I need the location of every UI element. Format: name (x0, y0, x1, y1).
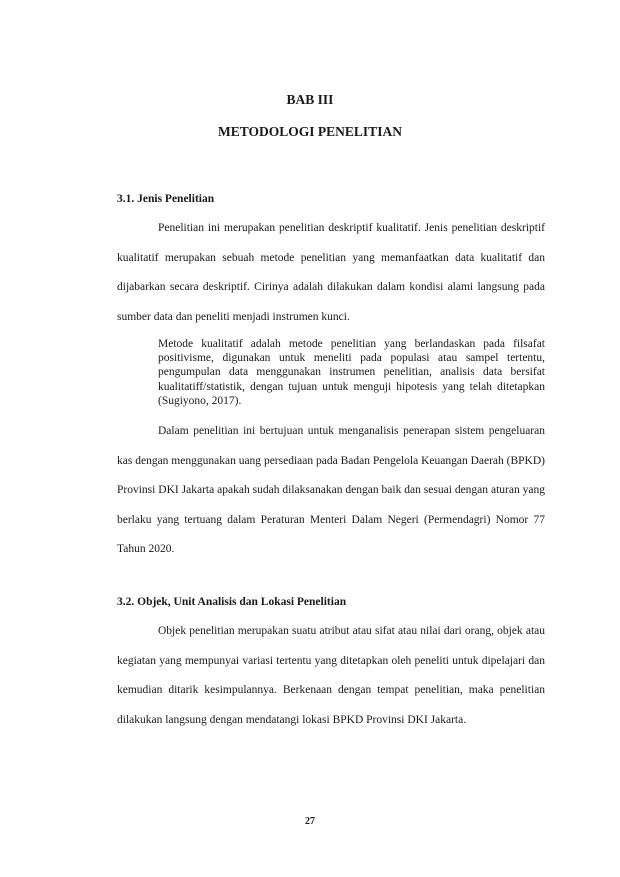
paragraph-jenis-penelitian: Penelitian ini merupakan penelitian deskriptif kualitatif. Jenis penelitian deskriptif kualitatif merupakan sebuah metode penelitian yang memanfaatkan data kualitatif dan dijabarkan secara deskriptif. Cirinya adalah dilakukan dalam kondisi alami langsung pada sumber data dan peneliti menjadi instrumen kunci. (117, 222, 545, 323)
block-quote-sugiyono: Metode kualitatif adalah metode penelitian yang berlandaskan pada filsafat positivisme, digunakan untuk meneliti pada populasi atau sampel tertentu, pengumpulan data menggunakan instrumen penelitian, analisis data bersifat kualitatiff/statistik, dengan tujuan untuk menguji hipotesis yang telah ditetapkan (Sugiyono, 2017). (158, 338, 545, 407)
chapter-label: BAB III (286, 92, 334, 107)
paragraph-tujuan-penelitian: Dalam penelitian ini bertujuan untuk menganalisis penerapan sistem pengeluaran kas dengan menggunakan uang persediaan pada Badan Pengelola Keuangan Daerah (BPKD) Provinsi DKI Jakarta apakah sudah dilaksanakan dengan baik dan sesuai dengan aturan yang berlaku yang tertuang dalam Peraturan Menteri Dalam Negeri (Permendagri) Nomor 77 Tahun 2020. (117, 425, 545, 555)
section-heading-jenis-penelitian: 3.1. Jenis Penelitian (117, 193, 215, 205)
section-heading-objek-penelitian: 3.2. Objek, Unit Analisis dan Lokasi Penelitian (117, 596, 347, 608)
chapter-title: METODOLOGI PENELITIAN (218, 124, 402, 139)
page-number: 27 (305, 816, 315, 827)
paragraph-objek-penelitian: Objek penelitian merupakan suatu atribut atau sifat atau nilai dari orang, objek atau kegiatan yang mempunyai variasi tertentu yang ditetapkan oleh peneliti untuk dipelajari dan kemudian ditarik kesimpulannya. Berkenaan dengan tempat penelitian, maka penelitian dilakukan langsung dengan mendatangi lokasi BPKD Provinsi DKI Jakarta. (117, 625, 545, 726)
